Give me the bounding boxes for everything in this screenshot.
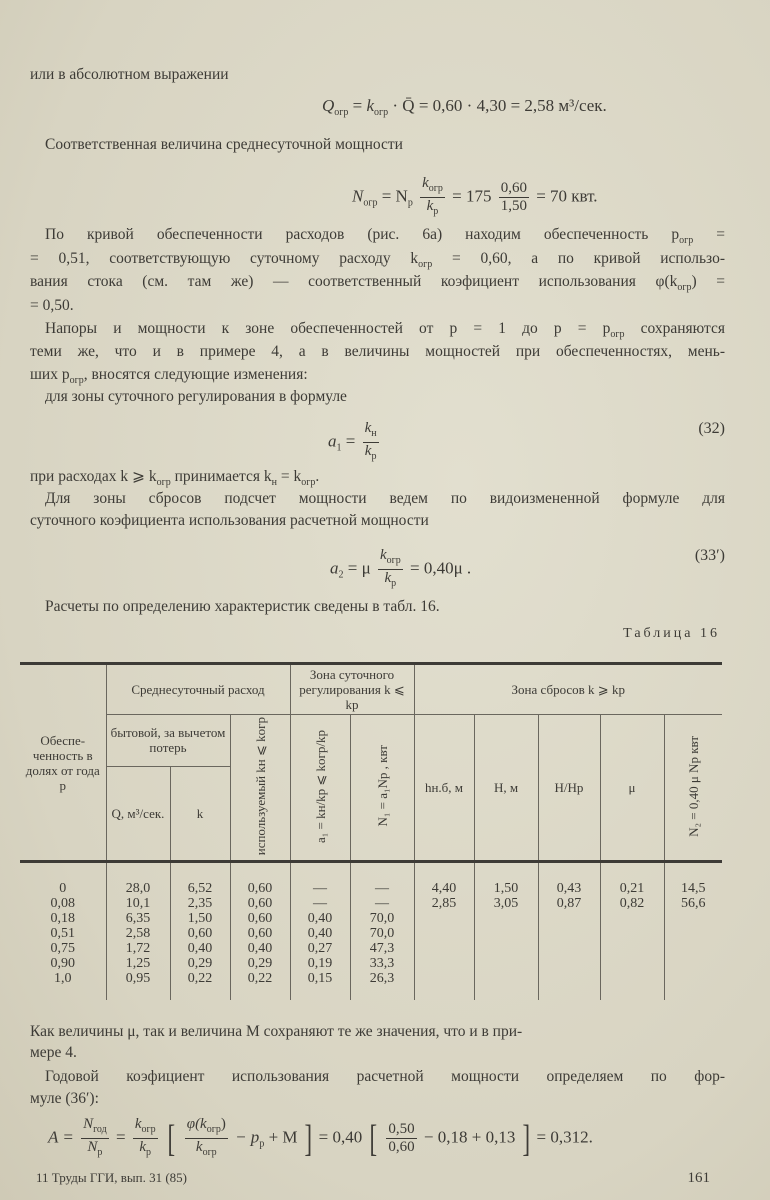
f-sub: 1 xyxy=(336,442,342,454)
t-sub: огр xyxy=(610,329,625,340)
table-cell xyxy=(600,941,664,956)
header-daily-zone: Зона суточного регулирования k ⩽ kр xyxy=(290,664,414,715)
table-cell xyxy=(664,971,722,1000)
table-cell: 1,50 xyxy=(170,911,230,926)
table-cell: 70,0 xyxy=(350,926,414,941)
fraction xyxy=(81,1116,109,1161)
table-cell: 0,51 xyxy=(50,926,75,942)
f-sub: огр xyxy=(374,107,389,118)
table-cell: 0,29 xyxy=(170,956,230,971)
table-cell xyxy=(600,971,664,1000)
f-sym: k xyxy=(422,175,429,191)
formula-n-limit xyxy=(352,175,598,220)
table-cell: 1,50 xyxy=(474,862,538,897)
t: принимается k xyxy=(170,468,272,485)
formula-33 xyxy=(330,547,471,592)
table-cell: 2,35 xyxy=(170,896,230,911)
f-sym: k xyxy=(366,96,375,115)
f-sub: р xyxy=(146,1147,152,1158)
t: = 0,60, а по кривой использо- xyxy=(432,250,725,267)
table-cell: 0,19 xyxy=(290,956,350,971)
equation-number: (33′) xyxy=(694,547,725,564)
f-sym: a xyxy=(330,558,339,578)
table-cell: 0,60 xyxy=(170,926,230,941)
table-cell: 1,25 xyxy=(106,956,170,971)
f-sym: N xyxy=(87,1139,98,1155)
t: a₁ = kн/kр ⩽ kогр/kр xyxy=(312,729,328,843)
f-den: 1,50 xyxy=(500,198,527,214)
table-cell: — xyxy=(290,862,350,897)
header-H-Hp: H/Hр xyxy=(538,715,600,862)
t: Напоры и мощности к зоне обеспеченностей от p = 1 до p = p xyxy=(45,320,611,337)
equation-number: (32) xyxy=(698,420,725,437)
text-line: Соответственная величина среднесуточной мощности xyxy=(45,136,403,153)
t-sub: огр xyxy=(418,259,433,270)
table-cell: 0,27 xyxy=(290,941,350,956)
table-cell: 0,60 xyxy=(230,926,290,941)
table-cell xyxy=(538,956,600,971)
table-cell: — xyxy=(350,896,414,911)
text-line: суточного коэфициента использования расчетной мощности xyxy=(30,512,429,529)
f-sub: огр xyxy=(334,107,349,118)
table-cell: 0,40 xyxy=(230,941,290,956)
f-sub: огр xyxy=(141,1124,156,1135)
table-cell: 0,21 xyxy=(600,862,664,897)
text-line: Годовой коэфициент использования расчетной мощности определяем по фор- xyxy=(45,1068,725,1085)
table-cell: 0,22 xyxy=(170,971,230,1000)
f-rest: = 0,40μ . xyxy=(409,558,472,578)
t: при расходах k ⩾ k xyxy=(30,468,157,485)
bracket-close: ] xyxy=(304,1117,312,1160)
table-cell xyxy=(600,911,664,926)
f-sub: н xyxy=(371,428,377,439)
header-p: Обеспе-ченность в долях от года p xyxy=(20,664,106,862)
f-rest: = 70 квт. xyxy=(536,186,598,206)
fraction xyxy=(386,1121,416,1156)
table-cell: 1,72 xyxy=(106,941,170,956)
t: = k xyxy=(276,468,302,485)
table-cell: 0,75 xyxy=(50,941,75,957)
f-sym: φ(k xyxy=(186,1116,207,1132)
text-line: Расчеты по определению характеристик сведены в табл. 16. xyxy=(45,598,440,615)
f-sym: + M xyxy=(268,1127,298,1147)
f-result: = 0,312. xyxy=(536,1127,593,1147)
t: = 0,51, соответствующую суточному расходу k xyxy=(30,250,419,267)
table-cell: 4,40 xyxy=(414,862,474,897)
table-cell: 0,15 xyxy=(290,971,350,1000)
header-H: H, м xyxy=(474,715,538,862)
table-cell xyxy=(414,911,474,926)
f-sym: k xyxy=(426,198,434,214)
table-cell xyxy=(474,926,538,941)
t: По кривой обеспеченности расходов (рис. 6a) находим обеспеченность p xyxy=(45,226,680,243)
table-cell: 0,87 xyxy=(538,896,600,911)
table-cell xyxy=(414,926,474,941)
table-cell: 6,52 xyxy=(170,862,230,897)
table-cell xyxy=(664,926,722,941)
t: ших p xyxy=(30,366,70,383)
table-cell xyxy=(600,956,664,971)
f-sym: k xyxy=(364,420,372,436)
t: . xyxy=(315,468,320,485)
f-sym: ) xyxy=(220,1116,226,1132)
table-cell: 0,60 xyxy=(230,896,290,911)
t-sub: н xyxy=(271,477,277,488)
header-used xyxy=(230,715,290,862)
f-sub: р xyxy=(433,206,439,217)
table-cell xyxy=(538,941,600,956)
f-sym: k xyxy=(364,443,372,459)
header-q: Q, м³/сек. xyxy=(106,766,170,861)
t: N₂ = 0,40 μ Nр квт xyxy=(685,735,701,837)
formula-A xyxy=(48,1116,593,1161)
t-sub: огр xyxy=(677,282,692,293)
text-line xyxy=(30,272,725,298)
table-cell xyxy=(474,956,538,971)
table-cell xyxy=(414,941,474,956)
formula-32 xyxy=(328,420,382,465)
footer-source: 11 Труды ГГИ, вып. 31 (85) xyxy=(36,1170,187,1185)
f-sym: k xyxy=(379,547,387,563)
f-sym: = N xyxy=(381,186,408,206)
t-sub: огр xyxy=(69,375,84,386)
f-sub: р xyxy=(259,1138,265,1150)
formula-q-limit: $Q_{огр} = k_{огр}$ · Q̄ = 0,60 · 4,30 = 2,58 м³/сек. xyxy=(322,96,607,118)
table-cell: 0,43 xyxy=(538,862,600,897)
t: вания стока (см. там же) — соответственный коэфициент использования φ(k xyxy=(30,273,678,290)
f-sub: огр xyxy=(386,555,401,566)
t-sub: огр xyxy=(679,235,694,246)
header-a1 xyxy=(290,715,350,862)
f-rest: · Q̄ = 0,60 · 4,30 = 2,58 м³/сек. xyxy=(392,96,607,115)
f-sym: = xyxy=(115,1127,126,1147)
text-line: муле (36′): xyxy=(30,1090,99,1107)
table-cell: 56,6 xyxy=(664,896,722,911)
t: , вносятся следующие изменения: xyxy=(83,366,308,383)
table-cell: 33,3 xyxy=(350,956,414,971)
table-row xyxy=(20,926,722,941)
f-num: 0,60 xyxy=(500,180,527,196)
table-cell xyxy=(538,911,600,926)
table-cell: 0,40 xyxy=(170,941,230,956)
table-row xyxy=(20,911,722,926)
header-h: hн.б, м xyxy=(414,715,474,862)
page-number: 161 xyxy=(687,1170,710,1186)
table-cell: 0,22 xyxy=(230,971,290,1000)
table-row xyxy=(20,941,722,956)
table-cell: 0,40 xyxy=(290,911,350,926)
t-sub: огр xyxy=(156,477,171,488)
f-sub: р xyxy=(371,451,377,462)
f-sym: a xyxy=(328,431,337,451)
header-spill-zone: Зона сбросов k ⩾ kр xyxy=(414,664,722,715)
text-line: = 0,50. xyxy=(30,297,74,314)
table-cell: 70,0 xyxy=(350,911,414,926)
fraction xyxy=(363,420,379,465)
text-line: для зоны суточного регулирования в формуле xyxy=(45,388,347,405)
table-cell xyxy=(664,956,722,971)
table-cell: — xyxy=(350,862,414,897)
table-cell: 1,0 xyxy=(54,971,72,987)
table-cell xyxy=(474,941,538,956)
fraction xyxy=(133,1116,158,1161)
text-line: Как величины μ, так и величина M сохраняют те же значения, что и в при- xyxy=(30,1023,523,1040)
f-sym: k xyxy=(134,1116,142,1132)
t: = xyxy=(693,226,725,243)
data-table xyxy=(20,662,722,1000)
header-mean-flow: Среднесуточный расход xyxy=(106,664,290,715)
f-sub: 2 xyxy=(338,569,344,581)
table-cell: — xyxy=(290,896,350,911)
table-cell: 0,18 xyxy=(50,911,75,927)
table-cell: 2,58 xyxy=(106,926,170,941)
t: сохраняются xyxy=(624,320,725,337)
header-mu: μ xyxy=(600,715,664,862)
table-cell xyxy=(414,971,474,1000)
f-sym: − p xyxy=(235,1127,260,1147)
table-cell xyxy=(600,926,664,941)
table-cell xyxy=(474,911,538,926)
f-sym: = xyxy=(345,431,356,451)
table-cell: 6,35 xyxy=(106,911,170,926)
text-line: или в абсолютном выражении xyxy=(30,66,229,83)
text-line: мере 4. xyxy=(30,1044,77,1061)
table-cell: 0,29 xyxy=(230,956,290,971)
table-row xyxy=(20,896,722,911)
bracket-open: [ xyxy=(167,1117,175,1160)
table-cell xyxy=(538,926,600,941)
table-cell: 14,5 xyxy=(664,862,722,897)
f-sym: k xyxy=(195,1139,203,1155)
table-cell: 10,1 xyxy=(106,896,170,911)
f-sym: = 0,40 xyxy=(318,1127,363,1147)
table-body xyxy=(20,862,722,1001)
f-sym: − 0,18 + 0,13 xyxy=(423,1127,516,1147)
f-sub: р xyxy=(407,197,413,209)
bracket-open: [ xyxy=(369,1117,377,1160)
table-cell: 0,08 xyxy=(50,896,75,912)
t: N₁ = a₁Nр , квт xyxy=(374,745,390,827)
f-sub: огр xyxy=(206,1124,221,1135)
f-sym: N xyxy=(352,186,364,206)
table-cell xyxy=(474,971,538,1000)
table-caption: Таблица 16 xyxy=(623,626,720,641)
f-den: 0,60 xyxy=(388,1139,415,1155)
header-natural: бытовой, за вычетом потерь xyxy=(106,715,230,767)
table-cell: 3,05 xyxy=(474,896,538,911)
f-sym: k xyxy=(139,1139,147,1155)
table-cell: 0,95 xyxy=(106,971,170,1000)
table-row xyxy=(20,956,722,971)
table-cell: 0,60 xyxy=(230,911,290,926)
f-sym: k xyxy=(384,570,392,586)
f-sub: огр xyxy=(202,1147,217,1158)
table-cell xyxy=(414,956,474,971)
t-sub: огр xyxy=(301,477,316,488)
f-sub: огр xyxy=(428,183,443,194)
table-cell: 47,3 xyxy=(350,941,414,956)
table-cell: 28,0 xyxy=(106,862,170,897)
table-cell: 2,85 xyxy=(414,896,474,911)
text-line xyxy=(45,225,725,251)
text-line: Для зоны сбросов подсчет мощности ведем по видоизмененной формуле для xyxy=(45,490,725,507)
f-sub: год xyxy=(93,1124,107,1135)
header-n2 xyxy=(664,715,722,862)
table-cell: 0,90 xyxy=(50,956,75,972)
fraction xyxy=(378,547,403,592)
f-sym: N xyxy=(83,1116,94,1132)
table-cell: 0,40 xyxy=(290,926,350,941)
f-sub: огр xyxy=(363,197,378,209)
table-cell: 0,82 xyxy=(600,896,664,911)
f-num: 0,50 xyxy=(388,1121,415,1137)
f-sub: р xyxy=(391,578,397,589)
f-sym: A = xyxy=(48,1127,74,1147)
f-sym: Q xyxy=(322,96,335,115)
table-cell: 26,3 xyxy=(350,971,414,1000)
t: используемый kн ⩽ kогр xyxy=(252,717,268,856)
fraction xyxy=(185,1116,228,1161)
table-cell xyxy=(664,941,722,956)
table-cell xyxy=(538,971,600,1000)
t: ) = xyxy=(691,273,725,290)
f-sym: = μ xyxy=(347,558,371,578)
text-line: теми же, что и в примере 4, а в величины мощностей при обеспеченностях, мень- xyxy=(30,343,725,360)
table-cell: 0 xyxy=(59,881,67,897)
fraction xyxy=(420,175,445,220)
bracket-close: ] xyxy=(522,1117,530,1160)
table-row xyxy=(20,862,722,897)
table-cell: 0,60 xyxy=(230,862,290,897)
header-k: k xyxy=(170,766,230,861)
table-cell xyxy=(664,911,722,926)
f-sym: = 175 xyxy=(452,186,492,206)
header-n1 xyxy=(350,715,414,862)
fraction xyxy=(499,180,529,215)
f-sub: р xyxy=(97,1147,103,1158)
table-row xyxy=(20,971,722,1000)
